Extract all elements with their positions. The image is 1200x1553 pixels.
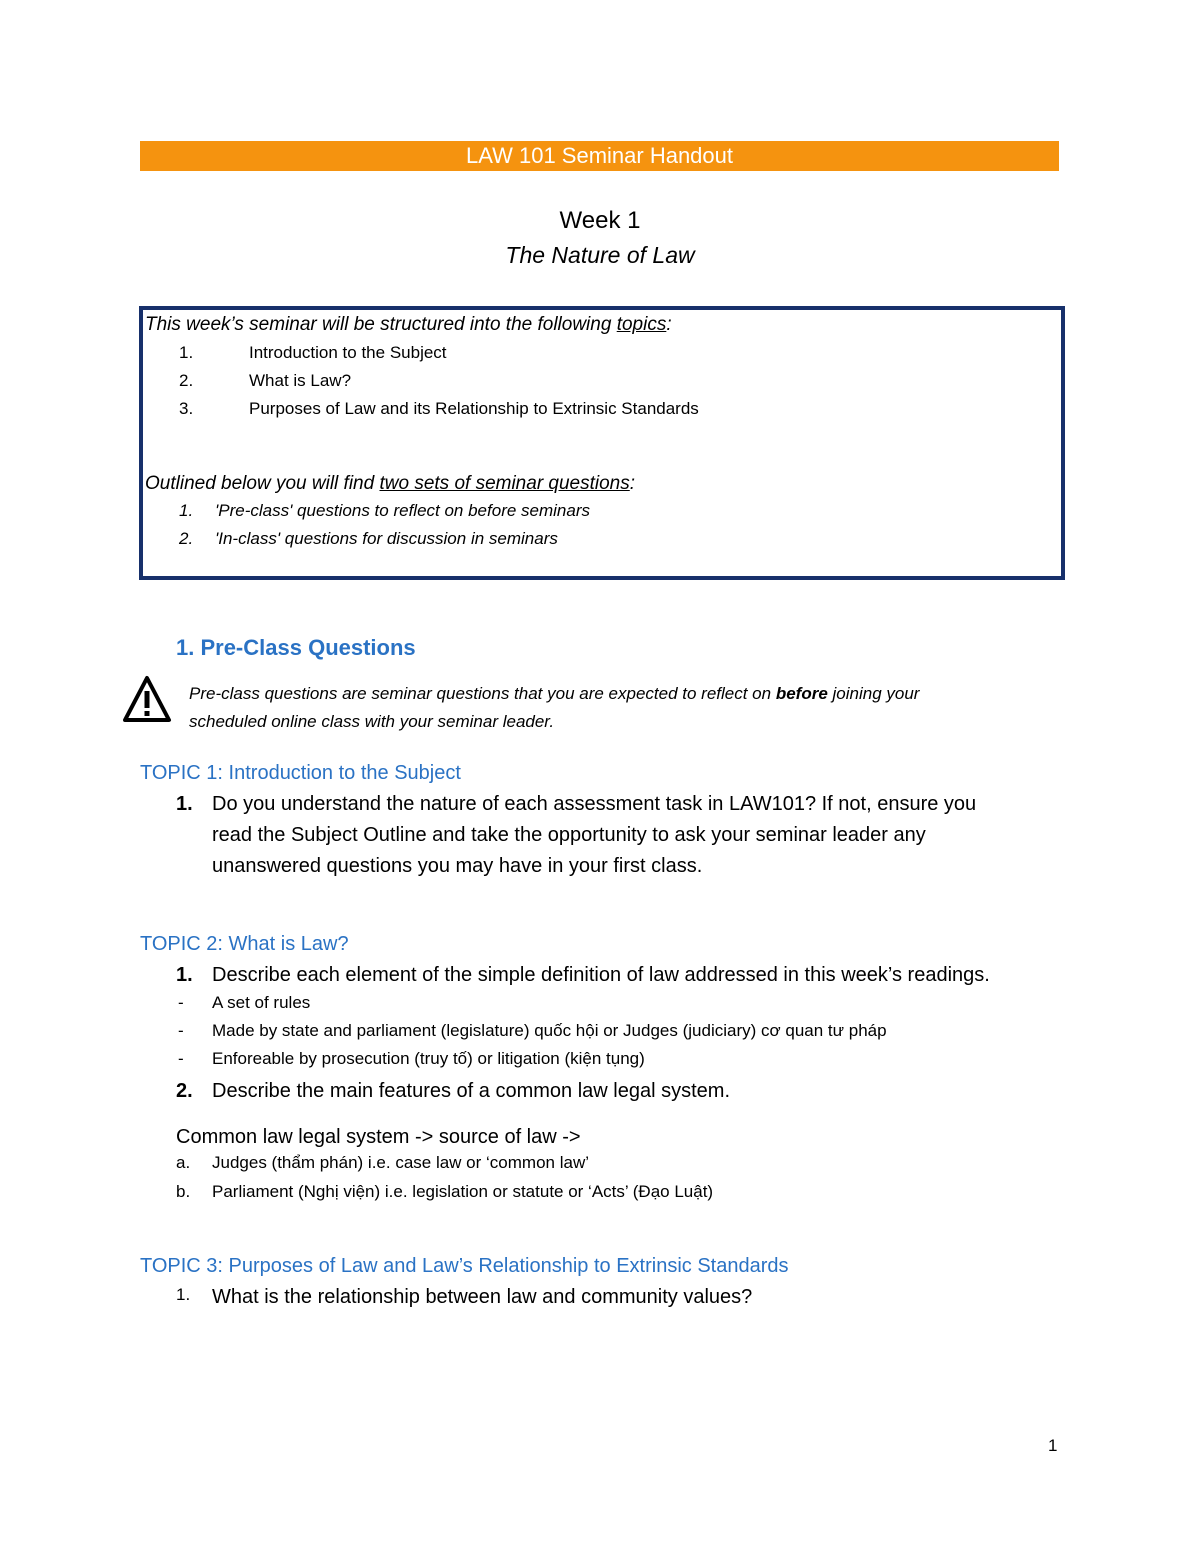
bullet-mark: - <box>178 1049 184 1068</box>
source-mark: b. <box>176 1182 191 1201</box>
question-number: 1. <box>176 1285 191 1304</box>
question-number: 2. <box>176 1080 193 1102</box>
source-item: Parliament (Nghị viện) i.e. legislation or statute or ‘Acts’ (Đạo Luật) <box>212 1182 714 1201</box>
question-number: 1. <box>176 793 193 815</box>
topic-item: What is Law? <box>249 371 352 390</box>
set-item: 'Pre-class' questions to reflect on before seminars <box>215 501 590 520</box>
topic-2-heading: TOPIC 2: What is Law? <box>140 933 349 955</box>
pre-class-heading: 1. Pre-Class Questions <box>176 635 416 660</box>
topic-number: 1. <box>179 343 194 362</box>
question-line: Describe each element of the simple definition of law addressed in this week’s readings. <box>212 964 990 986</box>
bullet-mark: - <box>178 1021 184 1040</box>
question-line: unanswered questions you may have in your first class. <box>212 855 703 877</box>
structure-intro: This week’s seminar will be structured into the following topics: <box>145 314 672 335</box>
warning-line: Pre-class questions are seminar questions that you are expected to reflect on before joining your <box>189 684 920 703</box>
page-subtitle: The Nature of Law <box>505 242 695 268</box>
question-line: What is the relationship between law and community values? <box>212 1286 753 1308</box>
note-line: Common law legal system -> source of law -> <box>176 1126 581 1148</box>
page-number: 1 <box>1048 1436 1058 1455</box>
topic-item: Purposes of Law and its Relationship to Extrinsic Standards <box>249 399 699 418</box>
bullet-item: Enforeable by prosecution (truy tố) or litigation (kiện tụng) <box>212 1049 645 1068</box>
bullet-item: A set of rules <box>212 993 311 1012</box>
question-line: Do you understand the nature of each assessment task in LAW101? If not, ensure you <box>212 793 977 815</box>
set-number: 1. <box>179 501 194 520</box>
question-number: 1. <box>176 964 193 986</box>
source-item: Judges (thẩm phán) i.e. case law or ‘common law’ <box>212 1153 589 1172</box>
topics-link-text: topics <box>616 314 667 335</box>
topic-number: 2. <box>179 371 194 390</box>
question-sets-text: two sets of seminar questions <box>379 473 630 494</box>
warning-line: scheduled online class with your seminar leader. <box>189 712 555 731</box>
set-item: 'In-class' questions for discussion in seminars <box>215 529 558 548</box>
set-number: 2. <box>179 529 194 548</box>
question-line: Describe the main features of a common law legal system. <box>212 1080 730 1102</box>
topic-item: Introduction to the Subject <box>249 343 447 362</box>
topic-3-heading: TOPIC 3: Purposes of Law and Law’s Relationship to Extrinsic Standards <box>140 1255 789 1277</box>
warning-icon <box>122 674 172 724</box>
week-heading: Week 1 <box>559 207 641 234</box>
source-mark: a. <box>176 1153 191 1172</box>
bullet-item: Made by state and parliament (legislature) quốc hội or Judges (judiciary) cơ quan tư pháp <box>212 1021 887 1040</box>
question-line: read the Subject Outline and take the opportunity to ask your seminar leader any <box>212 824 926 846</box>
topic-1-heading: TOPIC 1: Introduction to the Subject <box>140 762 461 784</box>
outline-intro: Outlined below you will find two sets of seminar questions: <box>145 473 636 494</box>
topic-number: 3. <box>179 399 194 418</box>
emphasis-before: before <box>775 684 828 703</box>
handout-banner: LAW 101 Seminar Handout <box>140 141 1059 171</box>
bullet-mark: - <box>178 993 184 1012</box>
